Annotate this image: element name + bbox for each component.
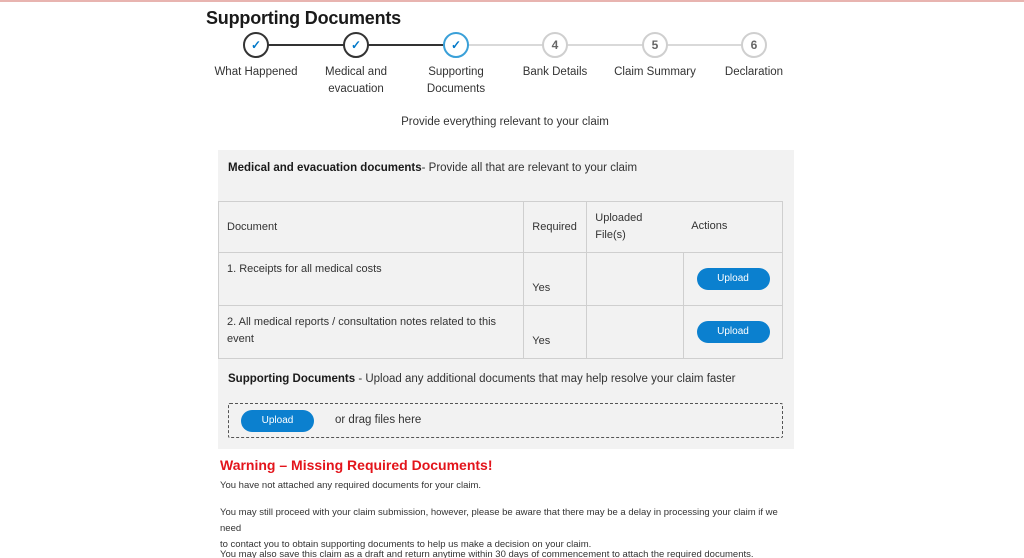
uploaded-files-cell bbox=[587, 306, 684, 359]
top-accent-rule bbox=[0, 0, 1024, 2]
upload-medical-reports-button[interactable]: Upload bbox=[697, 321, 770, 343]
step-6-number: 6 bbox=[741, 32, 767, 58]
actions-cell bbox=[684, 253, 783, 306]
column-header-actions: Actions bbox=[691, 220, 728, 232]
upload-receipts-button[interactable]: Upload bbox=[697, 268, 770, 290]
step-label: Supporting Documents bbox=[426, 66, 486, 95]
required-value: Yes bbox=[524, 253, 587, 306]
actions-cell bbox=[684, 306, 783, 359]
step-bank-details[interactable] bbox=[505, 32, 605, 81]
step-5-number: 5 bbox=[642, 32, 668, 58]
table-row bbox=[219, 253, 783, 306]
step-label: Claim Summary bbox=[614, 66, 696, 78]
upload-additional-button[interactable]: Upload bbox=[241, 410, 314, 432]
step-label: What Happened bbox=[214, 66, 298, 78]
warning-text-proceed: You may still proceed with your claim submission, however, please be aware that there may be a delay in processing your claim if we need to contact you to obtain supporting documents to help us make a decision on your claim. bbox=[220, 507, 778, 550]
step-label: Declaration bbox=[724, 66, 784, 78]
column-header-uploaded: Uploaded File(s) bbox=[595, 212, 643, 241]
step-2-check-icon: ✓ bbox=[343, 32, 369, 58]
step-supporting-documents[interactable] bbox=[406, 32, 506, 98]
step-3-check-icon: ✓ bbox=[443, 32, 469, 58]
document-name: 1. Receipts for all medical costs bbox=[219, 253, 524, 306]
page-title: Supporting Documents bbox=[206, 8, 401, 28]
warning-text-missing: You have not attached any required documents for your claim. bbox=[220, 480, 482, 491]
step-4-number: 4 bbox=[542, 32, 568, 58]
table-row bbox=[219, 306, 783, 359]
file-dropzone[interactable] bbox=[228, 403, 783, 438]
drag-files-hint: or drag files here bbox=[335, 414, 422, 426]
step-1-check-icon: ✓ bbox=[243, 32, 269, 58]
step-label: Bank Details bbox=[522, 66, 588, 78]
required-documents-table bbox=[218, 201, 783, 359]
document-name: 2. All medical reports / consultation notes related to this event bbox=[219, 306, 524, 359]
column-header-required: Required bbox=[524, 202, 587, 253]
column-header-document: Document bbox=[219, 202, 524, 253]
step-label: Medical and evacuation bbox=[324, 66, 387, 95]
step-medical-evacuation[interactable] bbox=[306, 32, 406, 98]
warning-text-draft: You may also save this claim as a draft and return anytime within 30 days of commencement to attach the required documents. bbox=[220, 549, 754, 558]
step-what-happened[interactable] bbox=[206, 32, 306, 81]
medical-section-heading: Medical and evacuation documents- Provide all that are relevant to your claim bbox=[228, 162, 638, 174]
warning-title: Warning – Missing Required Documents! bbox=[220, 457, 493, 473]
documents-panel bbox=[218, 150, 794, 449]
step-declaration[interactable] bbox=[704, 32, 804, 81]
page-subtitle: Provide everything relevant to your claim bbox=[401, 116, 609, 128]
uploaded-files-cell bbox=[587, 253, 684, 306]
required-value: Yes bbox=[524, 306, 587, 359]
supporting-section-heading: Supporting Documents - Upload any additional documents that may help resolve your claim faster bbox=[228, 373, 736, 385]
column-header-uploaded-actions bbox=[587, 202, 783, 253]
step-claim-summary[interactable] bbox=[605, 32, 705, 81]
table-header-row bbox=[219, 202, 783, 253]
progress-stepper bbox=[0, 30, 1024, 100]
